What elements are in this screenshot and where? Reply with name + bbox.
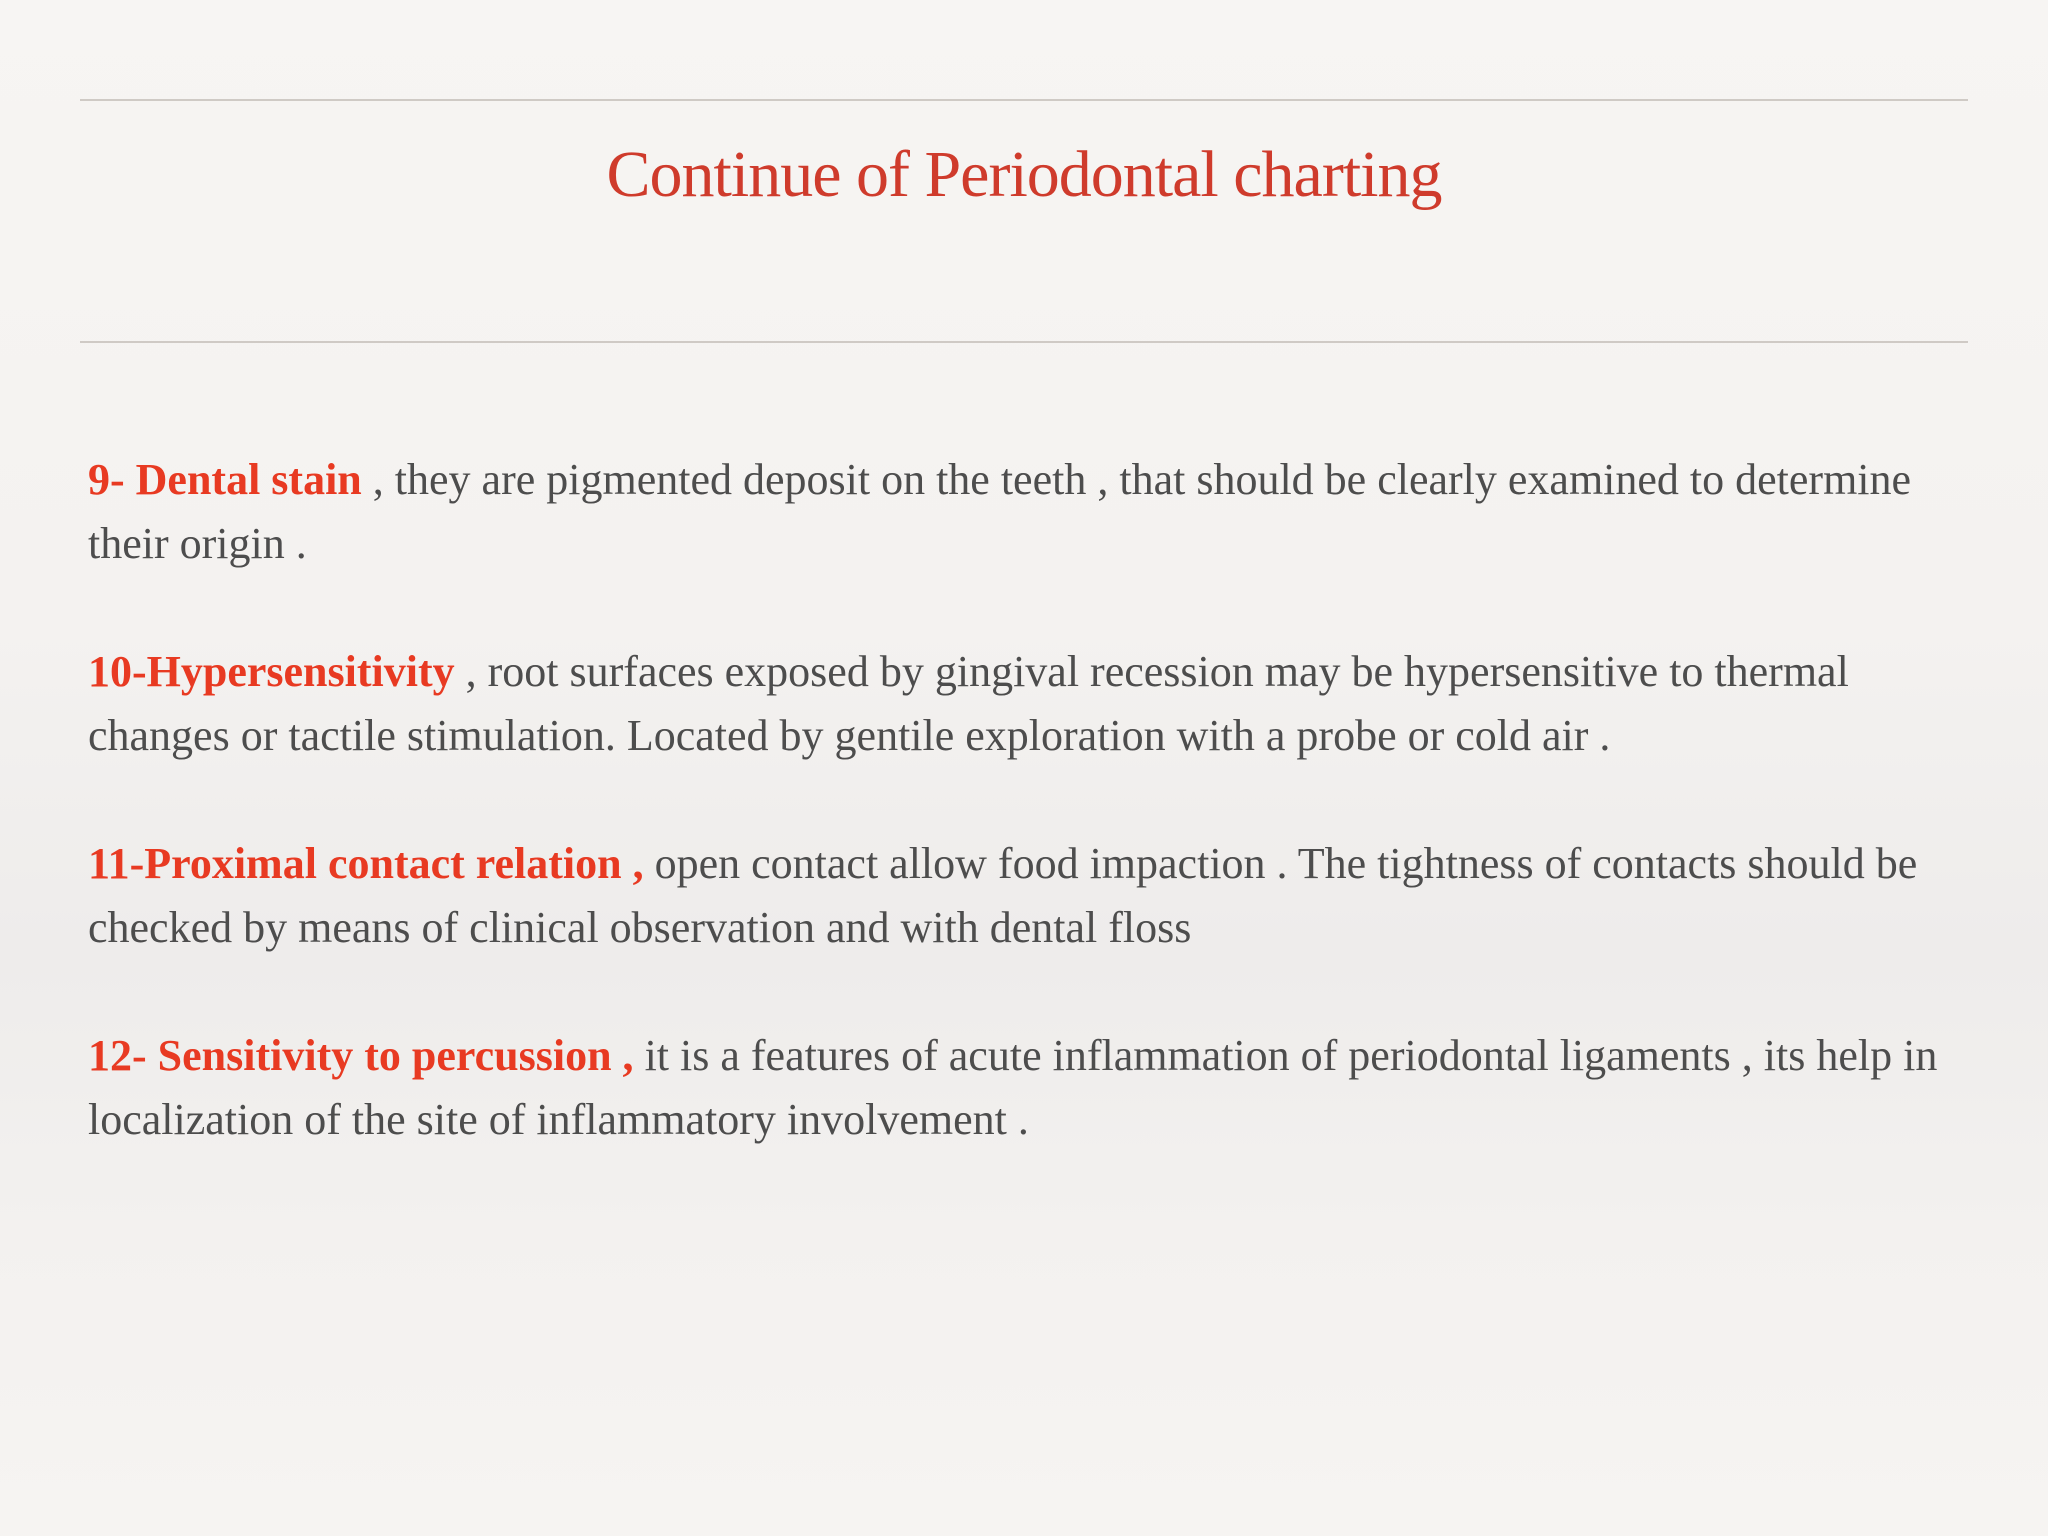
item-description: open contact allow food impaction . The tightness of contacts should be checked by means of clinical observation and with dental floss (88, 839, 1918, 952)
item-description: , they are pigmented deposit on the teeth , that should be clearly examined to determine their origin . (88, 455, 1912, 568)
top-divider (80, 99, 1968, 101)
list-item-proximal-contact (88, 832, 1988, 960)
item-term: 10-Hypersensitivity (88, 647, 466, 696)
list-item-percussion-sensitivity (88, 1024, 1988, 1152)
item-description: , root surfaces exposed by gingival recession may be hypersensitive to thermal changes or tactile stimulation. Located by gentile exploration with a probe or cold air . (88, 647, 1849, 760)
slide-body (88, 448, 1988, 1216)
list-item-hypersensitivity (88, 640, 1988, 768)
item-term: 9- Dental stain (88, 455, 373, 504)
item-term: 11-Proximal contact relation , (88, 839, 655, 888)
slide-title: Continue of Periodontal charting (606, 138, 1442, 211)
item-term: 12- Sensitivity to percussion , (88, 1031, 645, 1080)
title-divider (80, 341, 1968, 343)
item-description: it is a features of acute inflammation of periodontal ligaments , its help in localization of the site of inflammatory involvement . (88, 1031, 1938, 1144)
list-item-dental-stain (88, 448, 1988, 576)
